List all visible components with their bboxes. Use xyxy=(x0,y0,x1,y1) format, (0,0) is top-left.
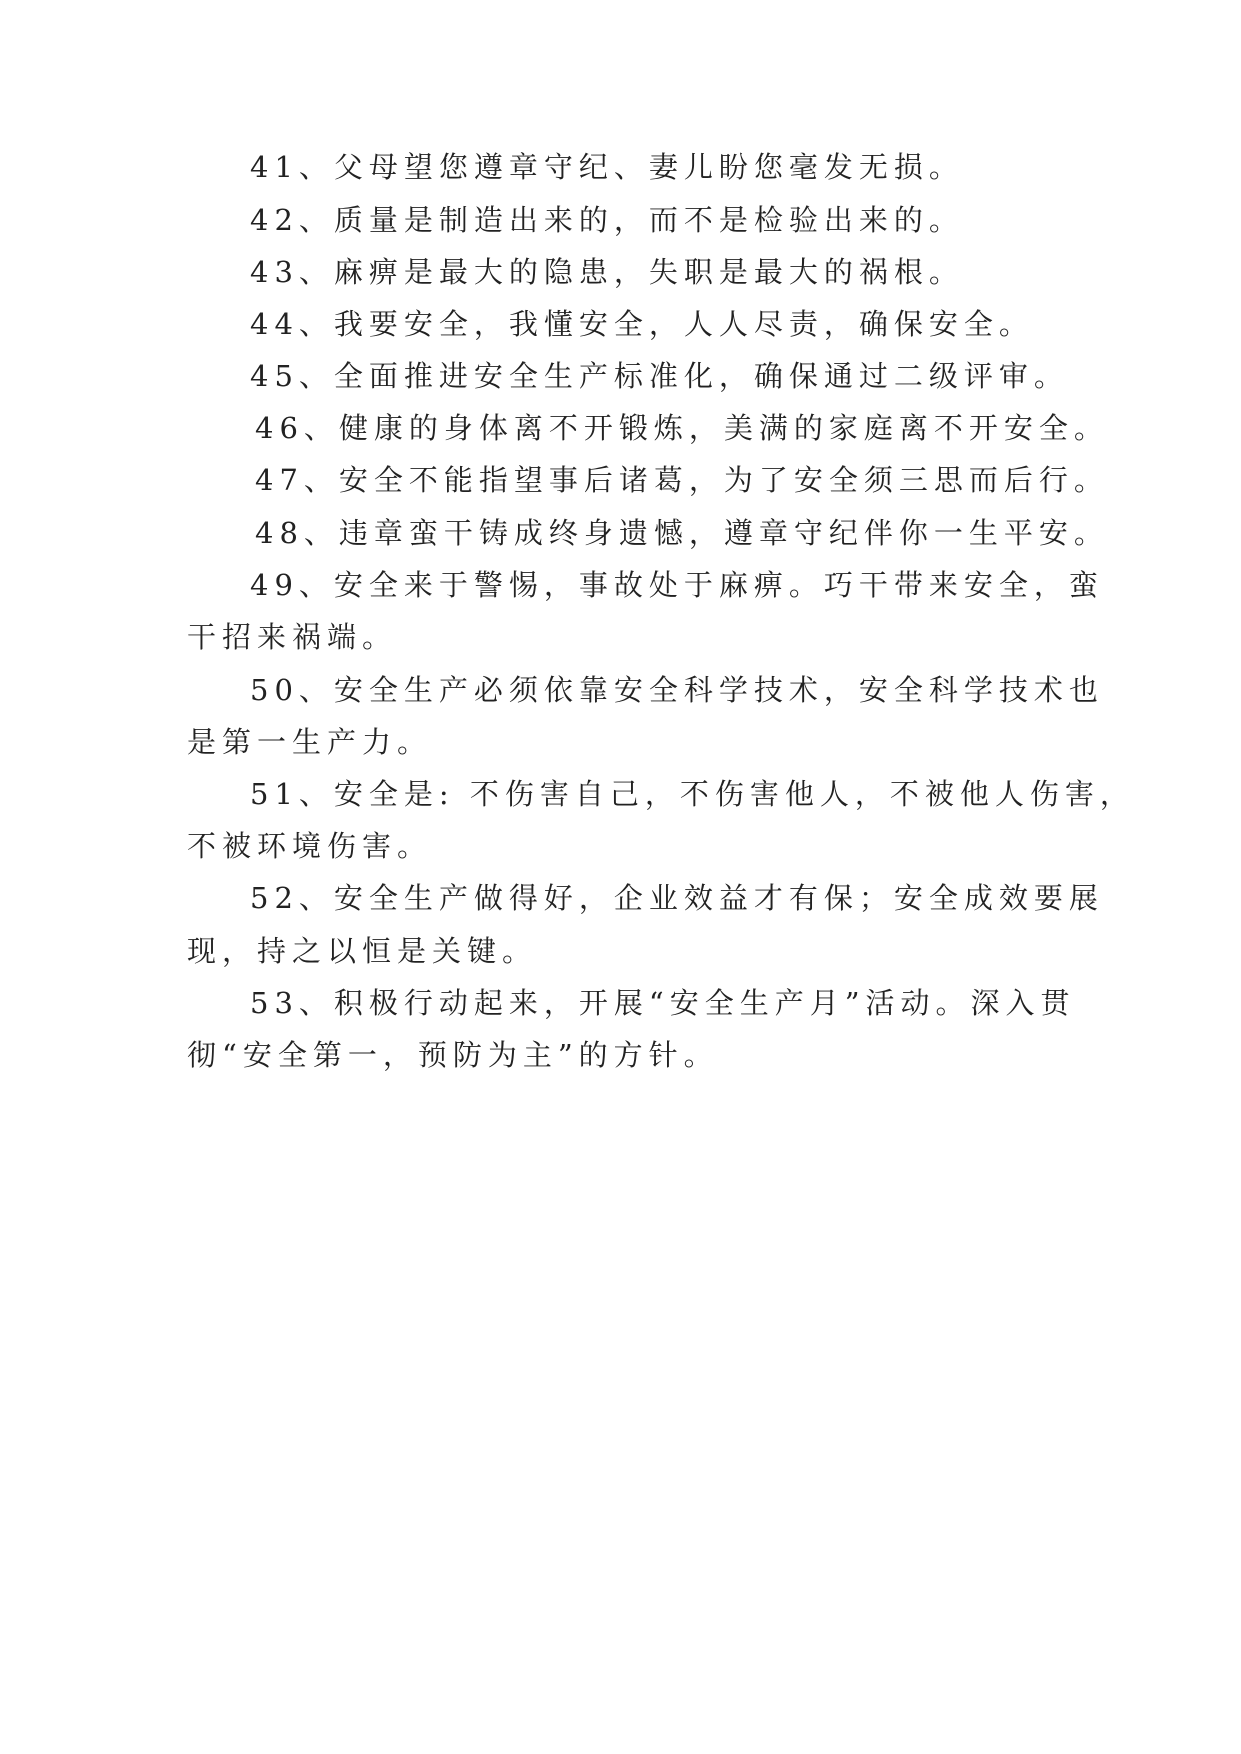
document-line: 41、父母望您遵章守纪、妻儿盼您毫发无损。 xyxy=(250,150,964,184)
document-line: 干招来祸端。 xyxy=(187,620,398,654)
document-line: 45、全面推进安全生产标准化，确保通过二级评审。 xyxy=(250,359,1069,393)
document-line: 47、安全不能指望事后诸葛，为了安全须三思而后行。 xyxy=(255,463,1109,497)
document-line: 50、安全生产必须依靠安全科学技术，安全科学技术也 xyxy=(250,673,1104,707)
document-line: 53、积极行动起来，开展“安全生产月”活动。深入贯 xyxy=(250,986,1076,1020)
document-line: 彻“安全第一，预防为主”的方针。 xyxy=(187,1038,719,1072)
document-line: 42、质量是制造出来的，而不是检验出来的。 xyxy=(250,203,964,237)
document-line: 51、安全是: 不伤害自己，不伤害他人，不被他人伤害， xyxy=(250,777,1135,811)
document-line: 52、安全生产做得好，企业效益才有保；安全成效要展 xyxy=(250,881,1104,915)
document-line: 46、健康的身体离不开锻炼，美满的家庭离不开安全。 xyxy=(255,411,1109,445)
document-line: 43、麻痹是最大的隐患，失职是最大的祸根。 xyxy=(250,255,964,289)
document-line: 48、违章蛮干铸成终身遗憾，遵章守纪伴你一生平安。 xyxy=(255,516,1109,550)
document-line: 现，持之以恒是关键。 xyxy=(187,934,538,968)
document-line: 是第一生产力。 xyxy=(187,725,433,759)
document-line: 44、我要安全，我懂安全，人人尽责，确保安全。 xyxy=(250,307,1034,341)
document-line: 49、安全来于警惕，事故处于麻痹。巧干带来安全，蛮 xyxy=(250,568,1104,602)
document-line: 不被环境伤害。 xyxy=(187,829,433,863)
